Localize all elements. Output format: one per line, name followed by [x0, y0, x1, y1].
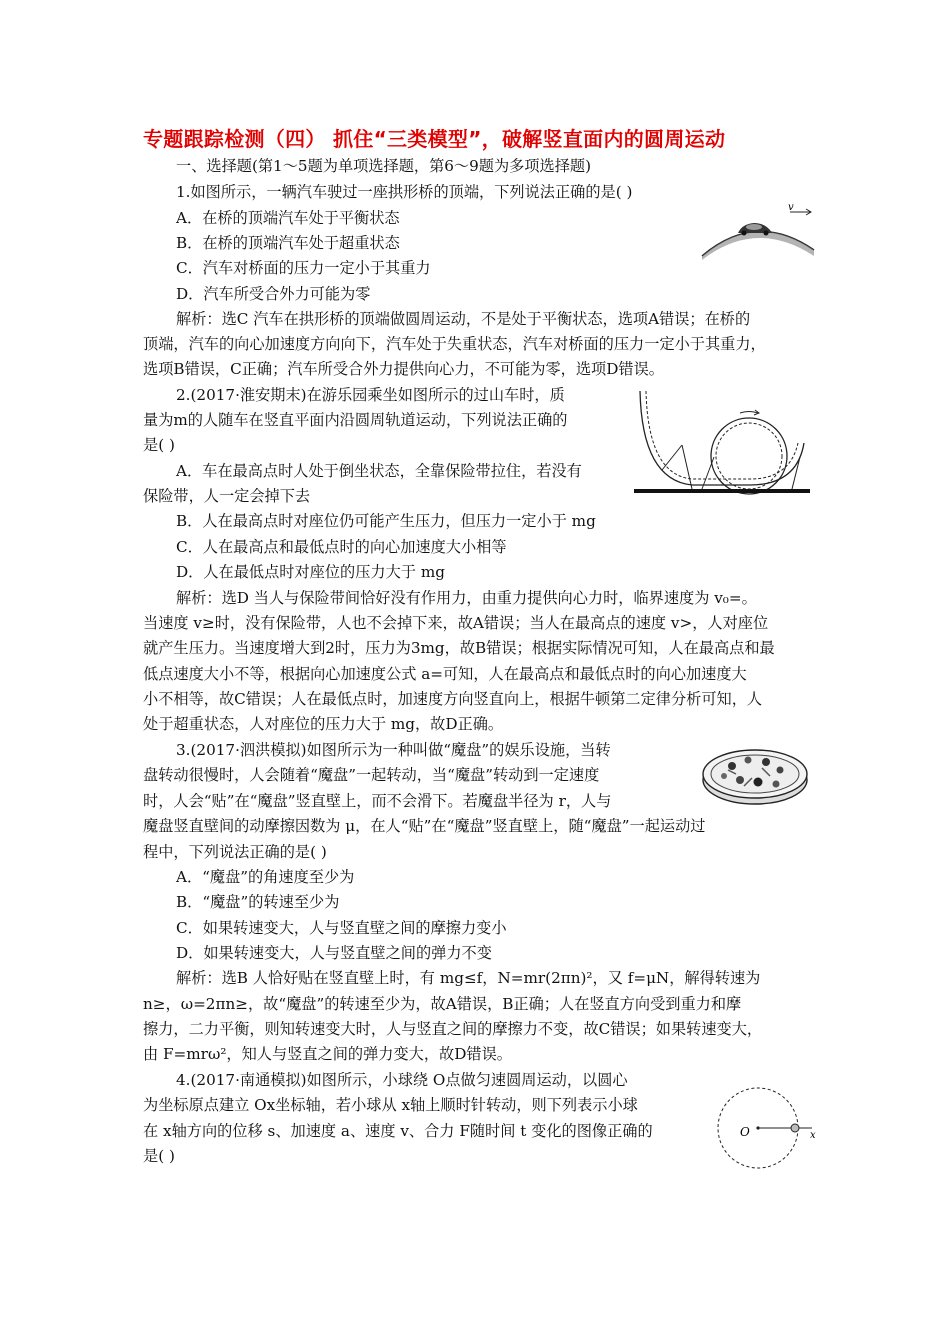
q4-stem: 是( ) — [143, 1147, 175, 1165]
q2-solution-line: 低点速度大小不等，根据向心加速度公式 a=可知，人在最高点和最低点时的向心加速度大 — [143, 665, 747, 683]
q2-solution-line: 解析：选D 当人与保险带间恰好没有作用力，由重力提供向心力时，临界速度为 v₀=。 — [176, 589, 757, 607]
q2-solution-line: 小不相等，故C错误；人在最低点时，加速度方向竖直向上，根据牛顿第二定律分析可知，人 — [143, 690, 763, 708]
q2-solution-line: 当速度 v≥时，没有保险带，人也不会掉下来，故A错误；当人在最高点的速度 v>，人对座位 — [143, 614, 769, 632]
q3-option-c: C．如果转速变大，人与竖直壁之间的摩擦力变小 — [176, 919, 507, 937]
q2-option-a: A．车在最高点时人处于倒坐状态，全靠保险带拉住，若没有 — [176, 462, 582, 480]
q1-solution-line: 选项B错误，C正确；汽车所受合外力提供向心力，不可能为零，选项D错误。 — [143, 360, 664, 378]
origin-label: O — [740, 1125, 750, 1139]
q3-stem: 程中，下列说法正确的是( ) — [143, 843, 327, 861]
q3-option-a: A．“魔盘”的角速度至少为 — [176, 868, 355, 886]
q2-stem: 2.(2017·淮安期末)在游乐园乘坐如图所示的过山车时，质 — [176, 386, 565, 404]
q3-stem: 3.(2017·泗洪模拟)如图所示为一种叫做“魔盘”的娱乐设施，当转 — [176, 741, 611, 759]
q2-option-c: C．人在最高点和最低点时的向心加速度大小相等 — [176, 538, 507, 556]
q3-stem: 盘转动很慢时，人会随着“魔盘”一起转动，当“魔盘”转动到一定速度 — [143, 766, 600, 784]
velocity-label: v — [788, 202, 794, 213]
q3-solution-line: n≥，ω=2πn≥，故“魔盘”的转速至少为，故A错误，B正确；人在竖直方向受到重力和摩 — [143, 995, 742, 1013]
x-axis-label: x — [810, 1130, 816, 1141]
section-heading: 一、选择题(第1～5题为单项选择题，第6～9题为多项选择题) — [176, 157, 592, 175]
q4-stem: 在 x轴方向的位移 s、加速度 a、速度 v、合力 F随时间 t 变化的图像正确的 — [143, 1122, 653, 1140]
page-title: 专题跟踪检测（四） 抓住“三类模型”，破解竖直面内的圆周运动 — [143, 127, 726, 151]
q1-solution-line: 顶端，汽车的向心加速度方向向下，汽车处于失重状态，汽车对桥面的压力一定小于其重力， — [143, 335, 766, 353]
q1-solution-line: 解析：选C 汽车在拱形桥的顶端做圆周运动，不是处于平衡状态，选项A错误；在桥的 — [176, 310, 751, 328]
q3-solution-line: 擦力，二力平衡，则知转速变大时，人与竖直之间的摩擦力不变，故C错误；如果转速变大， — [143, 1020, 763, 1038]
q3-solution-line: 由 F=mrω²，知人与竖直之间的弹力变大，故D错误。 — [143, 1045, 512, 1063]
q4-stem: 为坐标原点建立 Ox坐标轴，若小球从 x轴上顺时针转动，则下列表示小球 — [143, 1096, 638, 1114]
circular-motion-figure — [700, 1070, 820, 1170]
q2-stem: 是( ) — [143, 436, 175, 454]
q3-option-d: D．如果转速变大，人与竖直壁之间的弹力不变 — [176, 944, 492, 962]
q2-stem: 量为m的人随车在竖直平面内沿圆周轨道运动，下列说法正确的 — [143, 411, 568, 429]
q2-solution-line: 处于超重状态，人对座位的压力大于 mg，故D正确。 — [143, 715, 504, 733]
q1-option-c: C．汽车对桥面的压力一定小于其重力 — [176, 259, 431, 277]
roller-coaster-figure — [632, 385, 812, 497]
magic-disc-figure — [700, 738, 810, 810]
q2-option-a: 保险带，人一定会掉下去 — [143, 487, 311, 505]
q2-solution-line: 就产生压力。当速度增大到2时，压力为3mg，故B错误；根据实际情况可知，人在最高点和最 — [143, 639, 775, 657]
q3-stem: 魔盘竖直壁间的动摩擦因数为 μ，在人“贴”在“魔盘”竖直壁上，随“魔盘”一起运动过 — [143, 817, 706, 835]
q1-option-b: B．在桥的顶端汽车处于超重状态 — [176, 234, 400, 252]
q3-option-b: B．“魔盘”的转速至少为 — [176, 893, 340, 911]
q2-option-d: D．人在最低点时对座位的压力大于 mg — [176, 563, 445, 581]
bridge-car-figure — [696, 200, 816, 260]
q1-option-a: A．在桥的顶端汽车处于平衡状态 — [176, 209, 400, 227]
q4-stem: 4.(2017·南通模拟)如图所示，小球绕 O点做匀速圆周运动，以圆心 — [176, 1071, 628, 1089]
q2-option-b: B．人在最高点时对座位仍可能产生压力，但压力一定小于 mg — [176, 512, 596, 530]
q1-option-d: D．汽车所受合外力可能为零 — [176, 285, 371, 303]
q3-stem: 时，人会“贴”在“魔盘”竖直壁上，而不会滑下。若魔盘半径为 r，人与 — [143, 792, 612, 810]
q3-solution-line: 解析：选B 人恰好贴在竖直壁上时，有 mg≤f，N=mr(2πn)²，又 f=μN，解得转速为 — [176, 969, 761, 987]
q1-stem: 1.如图所示，一辆汽车驶过一座拱形桥的顶端，下列说法正确的是( ) — [176, 183, 633, 201]
